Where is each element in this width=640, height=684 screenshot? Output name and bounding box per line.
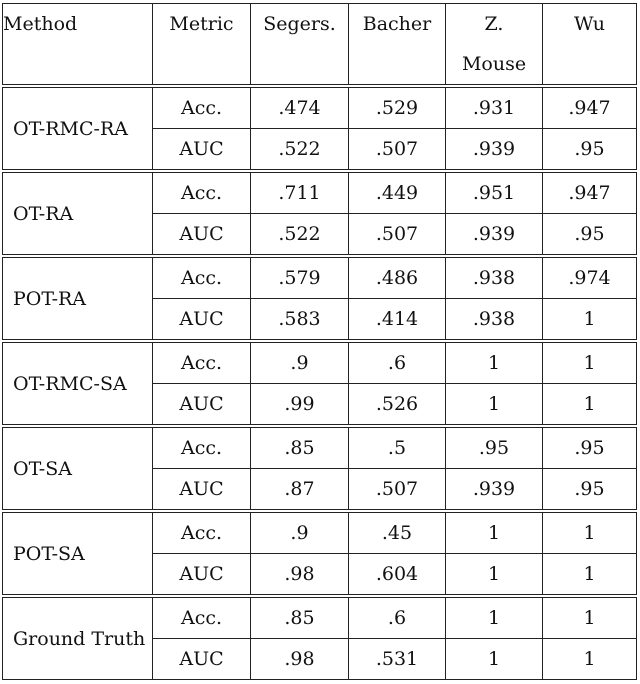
value-zmouse-acc: .951	[446, 171, 543, 214]
header-method: Method	[3, 4, 153, 87]
value-bacher-acc: .449	[349, 171, 446, 214]
method-cell: POT-RA	[3, 256, 153, 341]
value-segers-auc: .583	[251, 299, 349, 342]
method-cell: POT-SA	[3, 511, 153, 596]
value-segers-auc: .98	[251, 554, 349, 597]
value-wu-acc: 1	[543, 511, 637, 554]
metric-label-auc: AUC	[153, 299, 251, 342]
metric-label-acc: Acc.	[153, 596, 251, 639]
value-bacher-auc: .507	[349, 214, 446, 257]
metric-label-auc: AUC	[153, 469, 251, 512]
value-segers-acc: .85	[251, 426, 349, 469]
table-body	[3, 86, 637, 680]
value-segers-auc: .522	[251, 214, 349, 257]
value-bacher-auc: .507	[349, 129, 446, 172]
header-metric: Metric	[153, 4, 251, 87]
value-zmouse-acc: .931	[446, 86, 543, 129]
value-wu-auc: .95	[543, 129, 637, 172]
metric-label-auc: AUC	[153, 554, 251, 597]
value-segers-acc: .9	[251, 511, 349, 554]
header-row	[3, 4, 637, 87]
metric-label-acc: Acc.	[153, 256, 251, 299]
value-zmouse-acc: 1	[446, 511, 543, 554]
value-zmouse-auc: 1	[446, 554, 543, 597]
value-segers-acc: .474	[251, 86, 349, 129]
value-segers-auc: .87	[251, 469, 349, 512]
metric-label-auc: AUC	[153, 639, 251, 680]
value-wu-acc: .947	[543, 86, 637, 129]
value-bacher-acc: .6	[349, 341, 446, 384]
value-wu-acc: 1	[543, 341, 637, 384]
value-wu-auc: 1	[543, 554, 637, 597]
value-bacher-acc: .6	[349, 596, 446, 639]
results-table	[2, 3, 637, 680]
value-bacher-auc: .414	[349, 299, 446, 342]
value-zmouse-auc: .939	[446, 129, 543, 172]
value-bacher-auc: .531	[349, 639, 446, 680]
value-wu-acc: .95	[543, 426, 637, 469]
value-segers-acc: .579	[251, 256, 349, 299]
table-row-acc	[3, 426, 637, 469]
value-zmouse-acc: .938	[446, 256, 543, 299]
value-zmouse-auc: .939	[446, 214, 543, 257]
value-wu-auc: 1	[543, 639, 637, 680]
metric-label-acc: Acc.	[153, 341, 251, 384]
table-row-acc	[3, 171, 637, 214]
value-segers-acc: .85	[251, 596, 349, 639]
method-cell: OT-RMC-RA	[3, 86, 153, 171]
value-zmouse-auc: .939	[446, 469, 543, 512]
header-z-line1: Z.	[484, 13, 504, 35]
value-wu-auc: .95	[543, 214, 637, 257]
value-wu-acc: .947	[543, 171, 637, 214]
value-zmouse-auc: .938	[446, 299, 543, 342]
table-row-acc	[3, 341, 637, 384]
header-bacher: Bacher	[349, 4, 446, 87]
table-row-acc	[3, 511, 637, 554]
value-zmouse-acc: .95	[446, 426, 543, 469]
metric-label-auc: AUC	[153, 384, 251, 427]
value-bacher-acc: .45	[349, 511, 446, 554]
value-segers-acc: .711	[251, 171, 349, 214]
value-segers-auc: .99	[251, 384, 349, 427]
value-zmouse-acc: 1	[446, 341, 543, 384]
value-segers-auc: .522	[251, 129, 349, 172]
method-cell: Ground Truth	[3, 596, 153, 680]
value-segers-acc: .9	[251, 341, 349, 384]
header-z-mouse	[446, 4, 543, 87]
value-wu-auc: 1	[543, 384, 637, 427]
table-row-acc	[3, 86, 637, 129]
value-zmouse-auc: 1	[446, 639, 543, 680]
value-wu-auc: .95	[543, 469, 637, 512]
metric-label-acc: Acc.	[153, 171, 251, 214]
metric-label-acc: Acc.	[153, 511, 251, 554]
value-wu-auc: 1	[543, 299, 637, 342]
value-wu-acc: .974	[543, 256, 637, 299]
metric-label-acc: Acc.	[153, 426, 251, 469]
value-segers-auc: .98	[251, 639, 349, 680]
value-bacher-acc: .486	[349, 256, 446, 299]
value-bacher-acc: .529	[349, 86, 446, 129]
metric-label-auc: AUC	[153, 214, 251, 257]
metric-label-auc: AUC	[153, 129, 251, 172]
value-bacher-auc: .604	[349, 554, 446, 597]
header-segers: Segers.	[251, 4, 349, 87]
method-cell: OT-RMC-SA	[3, 341, 153, 426]
table-row-acc	[3, 256, 637, 299]
header-wu: Wu	[543, 4, 637, 87]
value-wu-acc: 1	[543, 596, 637, 639]
value-bacher-auc: .507	[349, 469, 446, 512]
header-z-line2: Mouse	[461, 53, 527, 75]
value-zmouse-acc: 1	[446, 596, 543, 639]
method-cell: OT-RA	[3, 171, 153, 256]
value-bacher-acc: .5	[349, 426, 446, 469]
method-cell: OT-SA	[3, 426, 153, 511]
value-zmouse-auc: 1	[446, 384, 543, 427]
metric-label-acc: Acc.	[153, 86, 251, 129]
value-bacher-auc: .526	[349, 384, 446, 427]
table-row-acc	[3, 596, 637, 639]
